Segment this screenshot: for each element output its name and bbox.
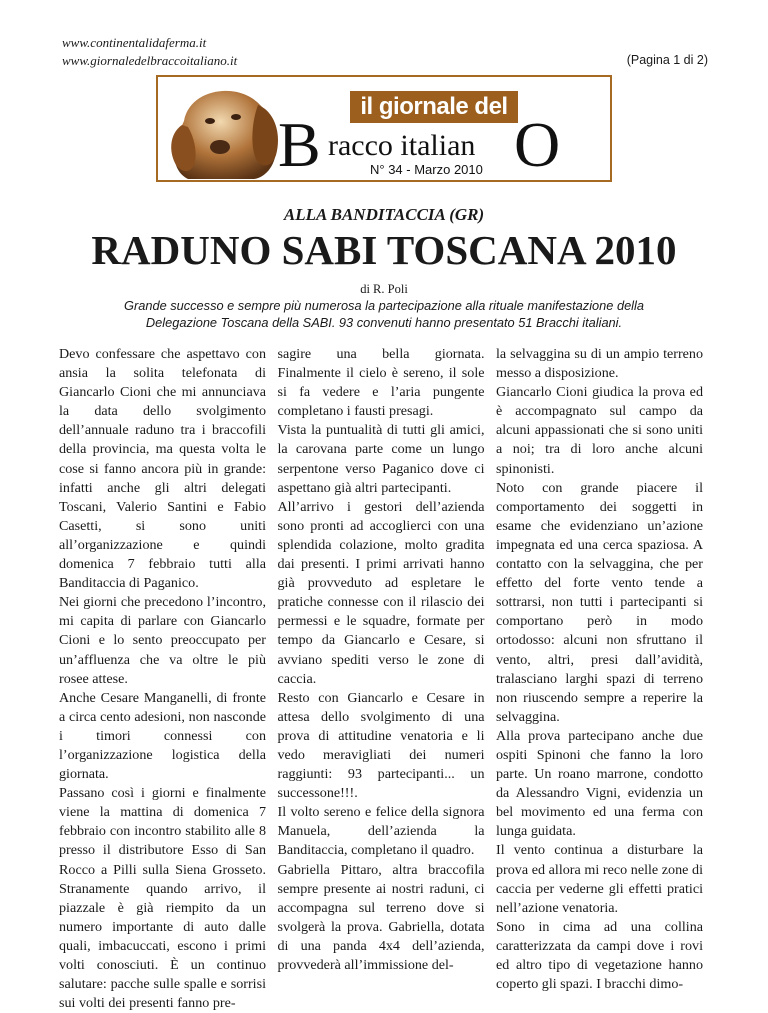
article-location: ALLA BANDITACCIA (GR) xyxy=(283,205,485,224)
site-url-2[interactable]: www.giornaledelbraccoitaliano.it xyxy=(62,53,238,68)
paragraph: Anche Cesare Manganelli, di fronte a circa cento adesioni, non nasconde i timori connessi con l’organizzazione logistica della giornata. xyxy=(59,689,266,783)
masthead xyxy=(156,75,612,182)
masthead-big-b: B xyxy=(278,109,321,180)
paragraph: All’arrivo i gestori dell’azienda sono pronti ad accoglierci con una splendida colazione, molto gradita dai presenti. I primi arrivati hanno già provveduto ad espletare le pratiche connesse con il rilascio dei permessi e le squadre, formate per tempo da Giancarlo e Cesare, si avviano spediti verso le zone di caccia. xyxy=(277,498,485,687)
issue-number: N° 34 - Marzo 2010 xyxy=(370,162,483,177)
site-url-1[interactable]: www.continentalidaferma.it xyxy=(62,35,207,50)
column-1 xyxy=(59,345,266,1013)
paragraph: Passano così i giorni e finalmente viene la mattina di domenica 7 febbraio con incontro stabilito alle 8 presso il distributore Esso di San Rocco a Pilli sulla Siena Grosseto. Stranamente quando arrivo, il piazzale è già riempito da un numero importante di auto dalle quali, imbacuccati, escono i primi volti conosciuti. È un continuo salutare: pacche sulle spalle e sorrisi sui volti dei presenti fanno pre- xyxy=(59,785,266,1012)
article-author: di R. Poli xyxy=(360,282,408,296)
paragraph: Devo confessare che aspettavo con ansia la solita telefonata di Giancarlo Cioni che mi annunciava la data dello svolgimento dell’annuale raduno tra i braccofili della provincia, ma questa volta le cose si fanno ancora più in grande: infatti anche gli altri delegati Toscani, Valerio Santini e Fabio Casetti, si sono uniti all’organizzazione e quindi domenica 7 febbraio tutti alla Banditaccia di Paganico. xyxy=(59,346,266,592)
paragraph: Alla prova partecipano anche due ospiti Spinoni che fanno la loro parte. Un roano marrone, condotto da Alessandro Vigni, evidenzia un bel movimento ed una ferma con lunga guidata. xyxy=(496,727,703,840)
header-urls xyxy=(62,34,237,70)
paragraph: Il volto sereno e felice della signora Manuela, dell’azienda la Banditaccia, completano il quadro. xyxy=(277,804,485,859)
article-title: RADUNO SABI TOSCANA 2010 xyxy=(91,227,677,273)
masthead-subtitle: racco italian xyxy=(328,129,476,162)
column-3 xyxy=(496,345,703,1013)
page-indicator: (Pagina 1 di 2) xyxy=(626,53,708,67)
masthead-big-o: O xyxy=(514,109,561,180)
paragraph: Sono in cima ad una collina caratterizzata da campi dove i rovi ed altro tipo di vegetazione hanno coperto gli spazi. I bracchi dimo- xyxy=(496,918,703,993)
paragraph: Vista la puntualità di tutti gli amici, la carovana parte come un lungo serpentone verso Paganico dove ci aspettano già altri partecipanti. xyxy=(277,422,485,496)
bracco-dog-icon xyxy=(164,81,282,179)
paragraph: Nei giorni che precedono l’incontro, mi capita di parlare con Giancarlo Cioni e lo sento preoccupato per un’affluenza che va oltre le più rosee attese. xyxy=(59,594,266,687)
paragraph: Noto con grande piacere il comportamento dei soggetti in esame che evidenziano un’azione impegnata ed una cerca spaziosa. A contatto con la selvaggina, che per effetto del forte vento tende a sottrarsi, non tutti i partecipanti si comportano però in modo ortodosso: alcuni non sfruttano il vento, altri, presi dall’avidità, tralasciano larghi spazi di terreno non riuscendo sempre a reperire la selvaggina. xyxy=(496,479,703,725)
paragraph: Il vento continua a disturbare la prova ed allora mi reco nelle zone di caccia per vederne gli effetti pratici nell’azione venatoria. xyxy=(496,842,703,916)
paragraph: la selvaggina su di un ampio terreno messo a disposizione. xyxy=(496,346,703,382)
masthead-banner: il giornale del xyxy=(350,91,518,123)
paragraph: Giancarlo Cioni giudica la prova ed è accompagnato sul campo da alcuni appassionati che si sono uniti a noi; tra di loro anche alcuni spinonisti. xyxy=(496,384,703,477)
article-lead: Grande successo e sempre più numerosa la partecipazione alla rituale manifestazione della Delegazione Toscana della SABI. 93 convenuti hanno presentato 51 Bracchi italiani. xyxy=(124,298,644,330)
paragraph: Resto con Giancarlo e Cesare in attesa dello svolgimento di una prova di attitudine venatoria e li vedo meravigliati dei numeri raggiunti: 93 partecipanti... un successone!!!. xyxy=(277,689,485,802)
article-body xyxy=(59,345,703,1013)
paragraph: Gabriella Pittaro, altra braccofila sempre presente ai nostri raduni, ci accompagna sul terreno dove si svolgerà la prova. Gabriella, dotata di una panda 4x4 dell’azienda, provvederà all’immissione del- xyxy=(277,861,485,973)
column-2 xyxy=(278,345,485,1013)
paragraph: sagire una bella giornata. Finalmente il cielo è sereno, il sole si fa vedere e l’aria pungente completano i fausti presagi. xyxy=(277,346,485,420)
